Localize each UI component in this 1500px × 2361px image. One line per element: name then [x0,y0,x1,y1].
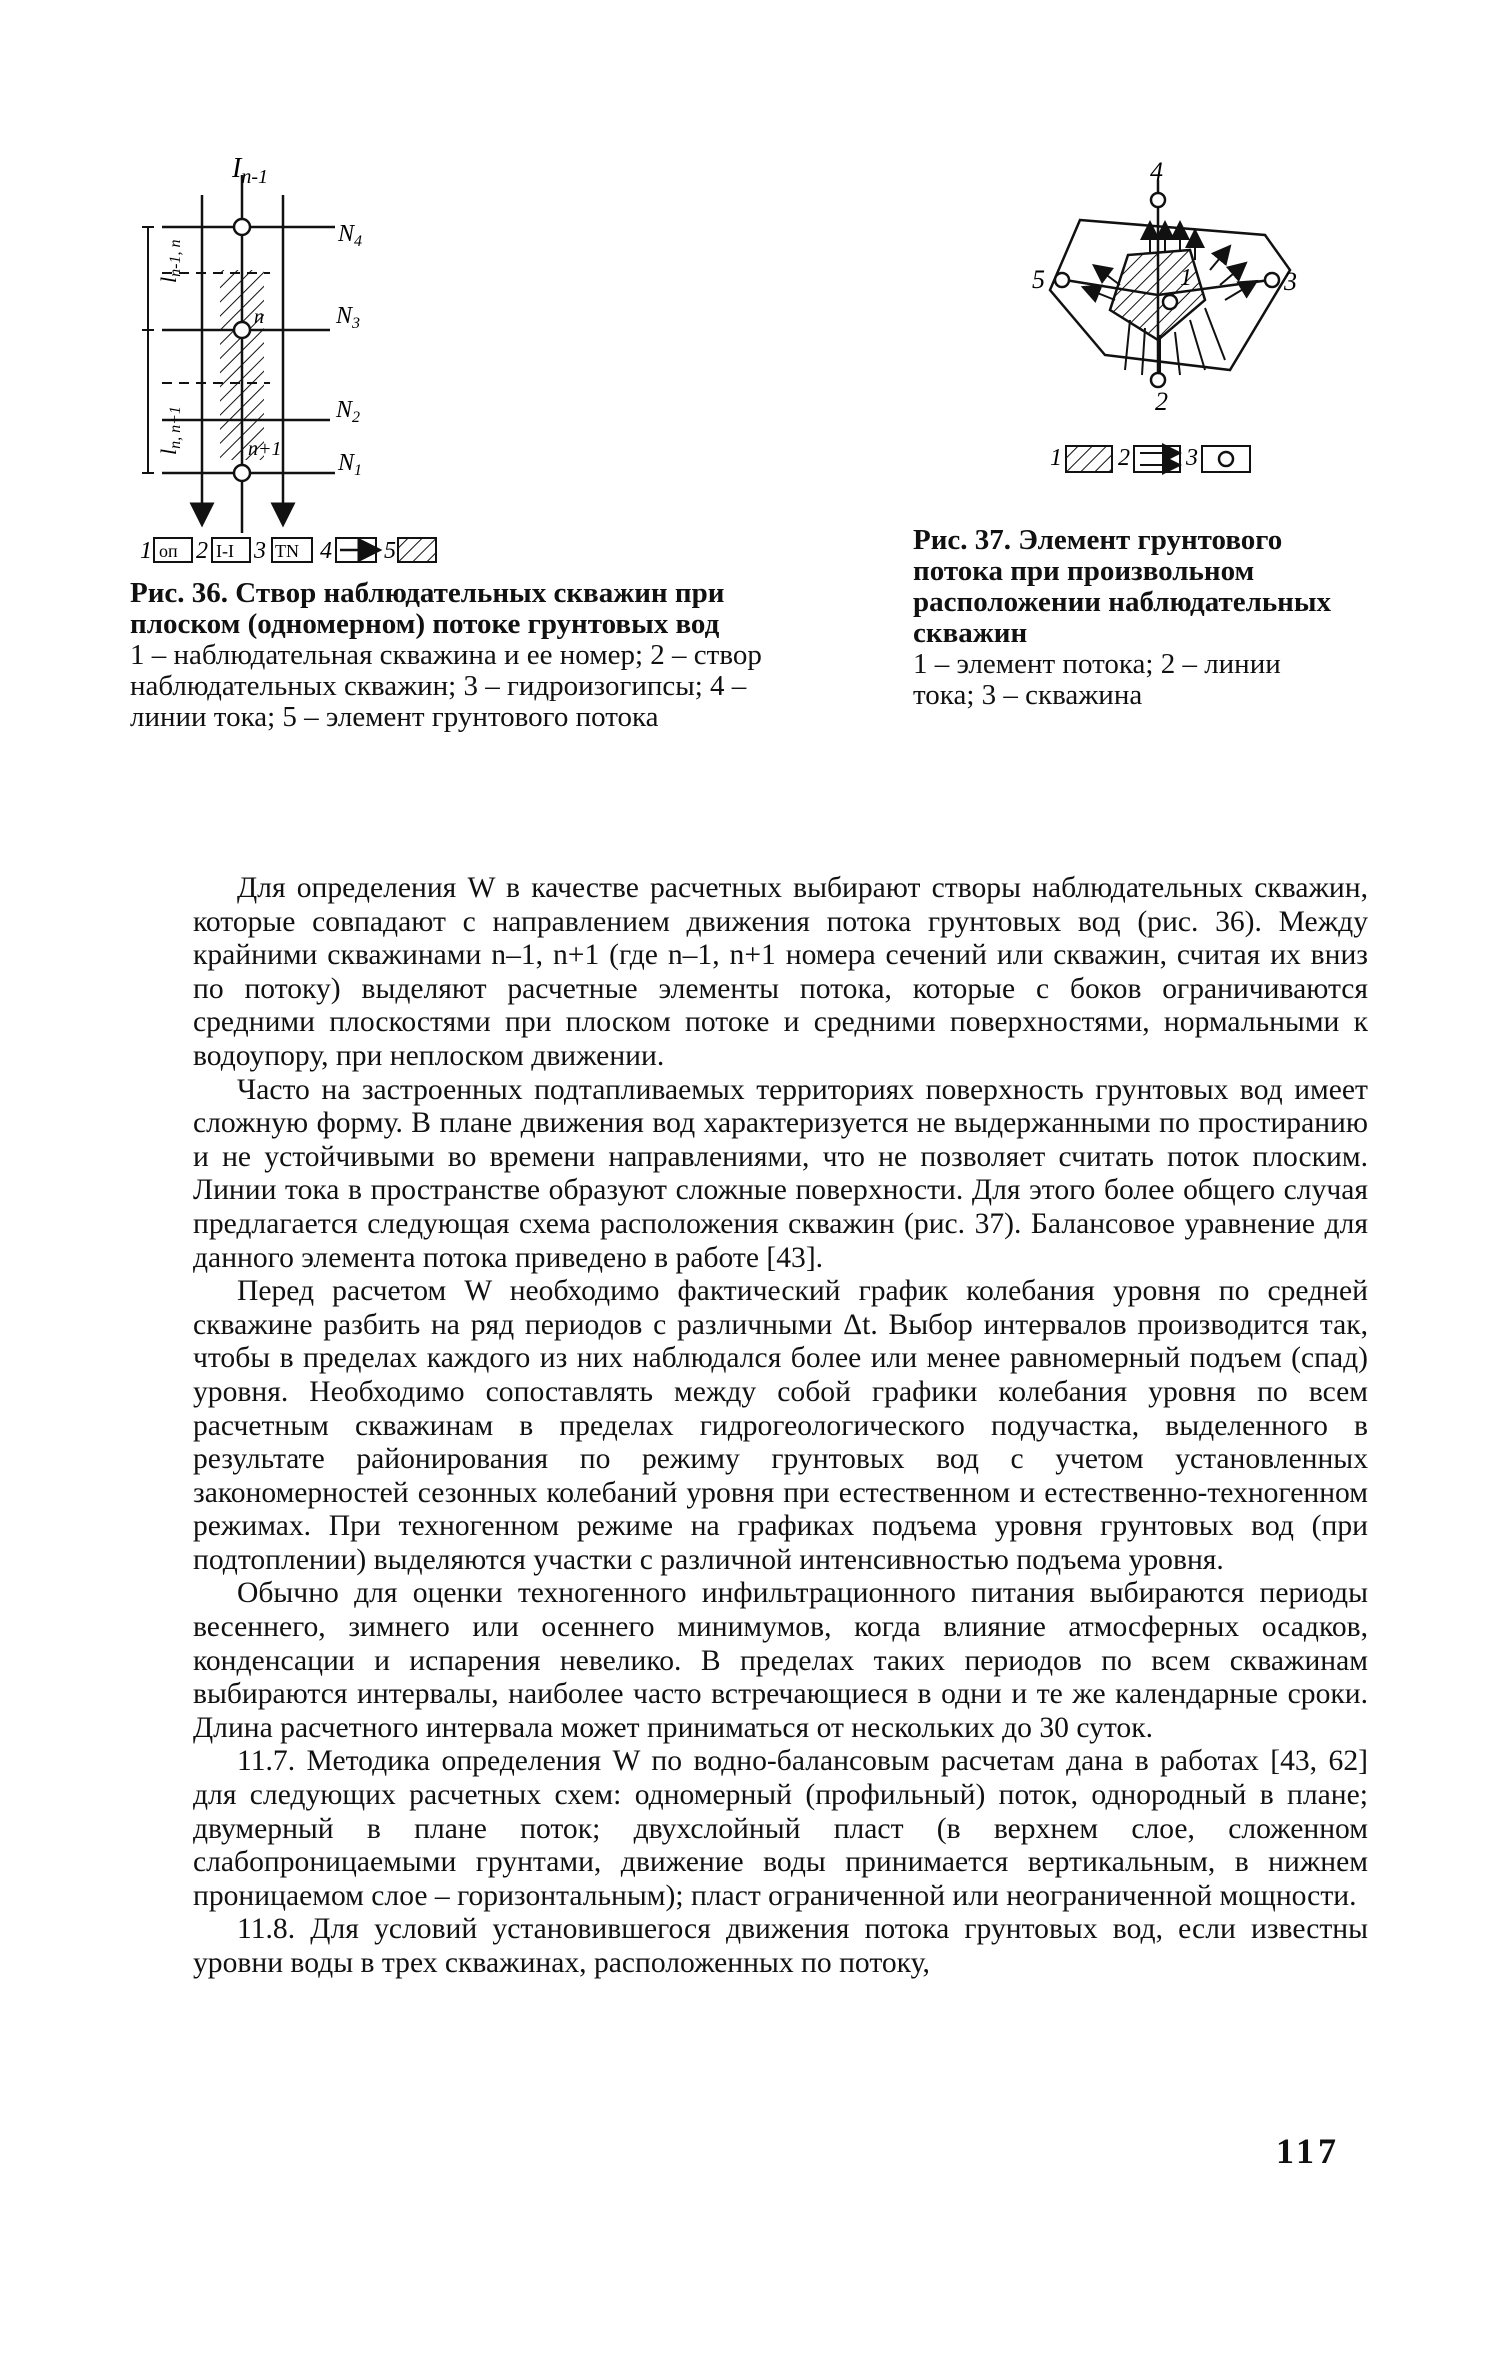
page-number: 117 [1276,2131,1341,2171]
well-n-label: n [254,306,264,328]
figure-36-diagram [140,155,600,575]
figure-36-caption [130,578,830,733]
well-1 [1163,295,1177,309]
figure-37-caption [913,525,1343,711]
well-n-plus-1 [234,465,250,481]
figure-37-legend-text: 1 – элемент потока; 2 – линии тока; 3 – скважина [913,648,1281,711]
well-3 [1265,273,1279,287]
body-text [193,872,1368,1981]
figure-37-legend [1050,445,1250,472]
well-n-1 [234,219,250,235]
svg-text:2: 2 [196,538,208,564]
dim-upper-label: ln-1, n [156,239,184,283]
well-4-label: 4 [1150,160,1163,186]
well-5-label: 5 [1032,265,1045,294]
svg-text:I-I: I-I [216,541,234,561]
figure-36-title: Створ наблюдательных скважин при плоском (одномерном) потоке грунтовых вод [130,577,725,640]
svg-text:оп: оп [159,541,178,561]
well-2 [1151,373,1165,387]
svg-text:2: 2 [1118,445,1130,471]
well-3-label: 3 [1284,267,1297,296]
isohypse-n1-label: $N_1$ [338,450,363,479]
svg-text:5: 5 [384,538,396,564]
svg-text:TN: TN [275,541,299,561]
svg-text:3: 3 [254,538,266,564]
figure-36-legend [140,538,436,564]
dim-lower-label: ln, n+1 [156,406,184,455]
figure-36-legend-text: 1 – наблюдательная скважина и ее номер; 2 – створ наблюдательных скважин; 3 – гидроизогипсы; 4 – линии тока; 5 – элемент грунтового потока [130,639,762,733]
paragraph-1: Для определения W в качестве расчетных выбирают створы наблюдательных скважин, которые совпадают с направлением движения потока грунтовых вод (рис. 36). Между крайними скважинами n–1, n+1 (где n–1, n+1 номера сечений или скважин, считая их вниз по потоку) выделяют расчетные элементы потока, которые с боков ограничиваются средними плоскостями при плоском потоке и средними поверхностями, нормальными к водоупору, при неплоском движении. [193,872,1368,1072]
paragraph-2: Часто на застроенных подтапливаемых территориях поверхность грунтовых вод имеет сложную форму. В плане движения вод характеризуется не выдержанными по простиранию и не устойчивыми во времени направлениями, что не позволяет считать поток плоским. Линии тока в пространстве образуют сложные поверхности. Для этого более общего случая предлагается следующая схема расположения скважин (рис. 37). Балансовое уравнение для данного элемента потока приведено в работе [43]. [193,1073,1368,1274]
well-4 [1151,193,1165,207]
well-5 [1055,273,1069,287]
figure-36-number: Рис. 36. [130,577,229,609]
paragraph-5: 11.7. Методика определения W по водно-балансовым расчетам дана в работах [43, 62] для следующих расчетных схем: одномерный (профильный) поток, однородный в плане; двумерный в плане поток; двухслойный пласт (в верхнем слое, сложенном слабопроницаемыми грунтами, движение воды принимается вертикальным, в нижнем проницаемом слое – горизонтальным); пласт ограниченной или неограниченной мощности. [193,1745,1368,1912]
figure-37-title: Элемент грунтового потока при произвольном расположении наблюдательных скважин [913,524,1332,649]
svg-text:1: 1 [1050,445,1062,471]
well-1-label: 1 [1180,265,1192,291]
svg-text:1: 1 [140,538,152,564]
isohypse-n3-label: $N_3$ [336,303,361,332]
paragraph-6: 11.8. Для условий установившегося движения потока грунтовых вод, если известны уровни воды в трех скважинах, расположенных по потоку, [193,1913,1368,1979]
figure-37-diagram [1010,160,1350,520]
well-2-label: 2 [1155,387,1168,416]
isohypse-n2-label: $N_2$ [336,397,361,426]
well-n1-label: n+1 [248,438,282,460]
well-n [234,322,250,338]
section-label: $I_{n-1}$ [232,155,268,188]
paragraph-4: Обычно для оценки техногенного инфильтрационного питания выбираются периоды весеннего, зимнего или осеннего минимумов, когда влияние атмосферных осадков, конденсации и испарения невелико. В пределах таких периодов по всем скважинам выбираются интервалы, наиболее часто встречающиеся в одни и те же календарные сроки. Длина расчетного интервала может приниматься от нескольких до 30 суток. [193,1577,1368,1744]
paragraph-3: Перед расчетом W необходимо фактический график колебания уровня по средней скважине разбить на ряд периодов с различными Δt. Выбор интервалов производится так, чтобы в пределах каждого из них наблюдался более или менее равномерный подъем (спад) уровня. Необходимо сопоставлять между собой графики колебания уровня по всем расчетным скважинам в пределах гидрогеологического подучастка, выделенного в результате районирования по режиму грунтовых вод с учетом установленных закономерностей сезонных колебаний уровня при естественном и естественно-техногенном режимах. При техногенном режиме на графиках подъема уровня грунтовых вод (при подтоплении) выделяются участки с различной интенсивностью подъема уровня. [193,1275,1368,1576]
isohypse-n4-label: $N_4$ [338,221,363,250]
figure-37-number: Рис. 37. [913,524,1012,556]
svg-text:3: 3 [1186,445,1198,471]
svg-text:4: 4 [320,538,332,564]
